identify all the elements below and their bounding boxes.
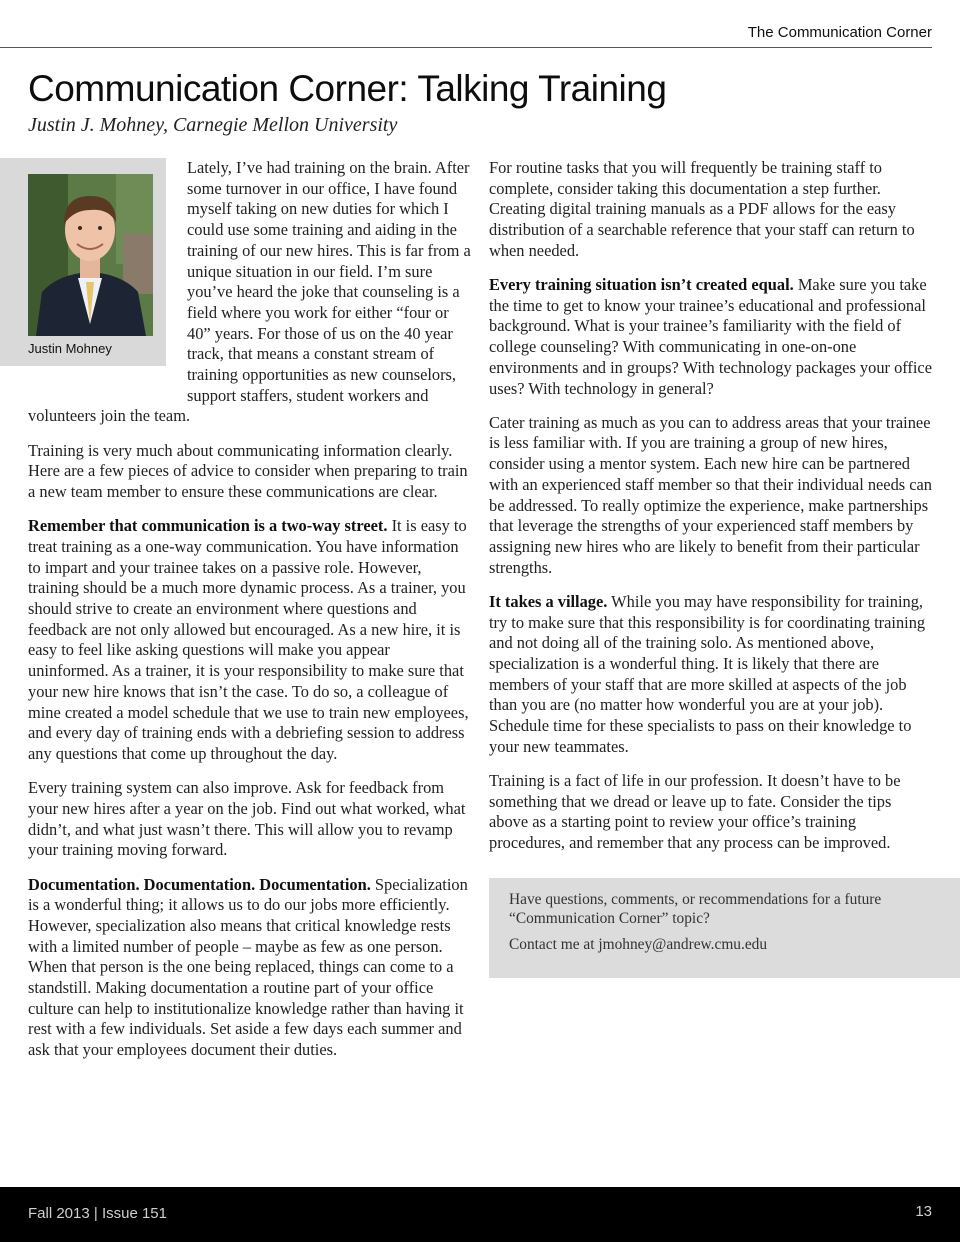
header-rule <box>0 47 932 48</box>
paragraph: For routine tasks that you will frequently be training staff to complete, consider taking this documentation a step further. Creating digital training manuals as a PDF allows for the easy distribution of a searchable reference that your staff can return to when needed. <box>489 158 915 260</box>
paragraph-body: It is easy to treat training as a one-way communication. You have information to impart and your trainee takes on a passive role. However, training should be a much more dynamic process. As a trainer, you should strive to create an environment where questions and feedback are not only allowed but encouraged. As a new hire, it is easy to feel like asking questions will make you appear uninformed. As a trainer, it is your responsibility to make sure that your new hire knows that isn’t the case. To do so, a colleague of mine created a model schedule that we use to train new employees, and every day of training ends with a debriefing session to address any questions that come up throughout the day. <box>28 516 469 763</box>
article-title: Communication Corner: Talking Training <box>28 68 667 109</box>
paragraph-lead: It takes a village. <box>489 591 608 611</box>
paragraph: Every training system can also improve. Ask for feedback from your new hires after a year on the job. Find out what worked, what didn’t, and what just wasn’t there. This will allow you to revamp your training moving forward. <box>28 778 466 860</box>
paragraph <box>489 275 933 399</box>
paragraph-lead: Every training situation isn’t created equal. <box>489 275 794 295</box>
left-column <box>28 158 472 1074</box>
photo-float-spacer <box>28 158 187 386</box>
contact-box <box>489 878 960 978</box>
paragraph-body: Specialization is a wonderful thing; it allows us to do our jobs more efficiently. However, specialization also means that critical knowledge rests with a limited number of people – maybe as few as one person. When that person is the one being replaced, things can come to a standstill. Making documentation a routine part of your office culture can help to institutionalize knowledge rather than having it rest with a few individuals. Set aside a few days each summer and ask that your employees document their duties. <box>28 874 468 1060</box>
photo-caption: Justin Mohney <box>28 341 112 356</box>
paragraph: Lately, I’ve had training on the brain. After some turnover in our office, I have found myself taking on new duties for which I could use some training and aiding in the training of our new hires. This is far from a unique situation in our field. I’m sure you’ve heard the joke that counseling is a field where you work for either “four or 40” years. For those of us on the 40 year track, that means a constant stream of training opportunities as new counselors, support staffers, student workers and volunteers join the team. <box>28 158 471 426</box>
paragraph <box>28 875 472 1061</box>
right-column <box>489 158 933 867</box>
paragraph: Training is a fact of life in our profession. It doesn’t have to be something that we dread or leave up to fate. Consider the tips above as a starting point to review your office’s training procedures, and remember that any process can be improved. <box>489 770 901 853</box>
paragraph: Cater training as much as you can to address areas that your trainee is less familiar with. If you are training a group of new hires, consider using a mentor system. Each new hire can be partnered with an experienced staff member so that their individual needs can be addressed. To really optimize the experience, make partnerships that leverage the strengths of your experienced staff members by assigning new hires who are likely to benefit from their particular strengths. <box>489 412 933 577</box>
paragraph-body: While you may have responsibility for training, try to make sure that this responsibility is for coordinating training and not doing all of the training solo. As mentioned above, specialization is a wonderful thing. It is likely that there are members of your staff that are more skilled at aspects of the job than you are (no matter how wonderful you are at your job). Schedule time for these specialists to pass on their knowledge to your new teammates. <box>489 591 926 756</box>
paragraph <box>489 592 933 758</box>
running-head: The Communication Corner <box>747 24 932 41</box>
page-number: 13 <box>915 1203 932 1220</box>
paragraph: Training is very much about communicating information clearly. Here are a few pieces of advice to consider when preparing to train a new team member to ensure these communications are clear. <box>28 440 468 502</box>
contact-question: Have questions, comments, or recommendations for a future “Communication Corner” topic? <box>509 891 882 927</box>
paragraph <box>28 516 472 764</box>
paragraph-lead: Remember that communication is a two-way street. <box>28 516 388 536</box>
article-byline: Justin J. Mohney, Carnegie Mellon University <box>28 114 398 136</box>
paragraph-body: Make sure you take the time to get to know your trainee’s educational and professional background. What is your trainee’s familiarity with the field of college counseling? With communicating in one-on-one environments and in groups? With technology packages your office uses? With technology in general? <box>489 275 932 398</box>
contact-email[interactable]: Contact me at jmohney@andrew.cmu.edu <box>509 936 768 953</box>
page-footer <box>0 1187 960 1242</box>
issue-label: Fall 2013 | Issue 151 <box>28 1205 167 1222</box>
paragraph-lead: Documentation. Documentation. Documentation. <box>28 874 371 894</box>
